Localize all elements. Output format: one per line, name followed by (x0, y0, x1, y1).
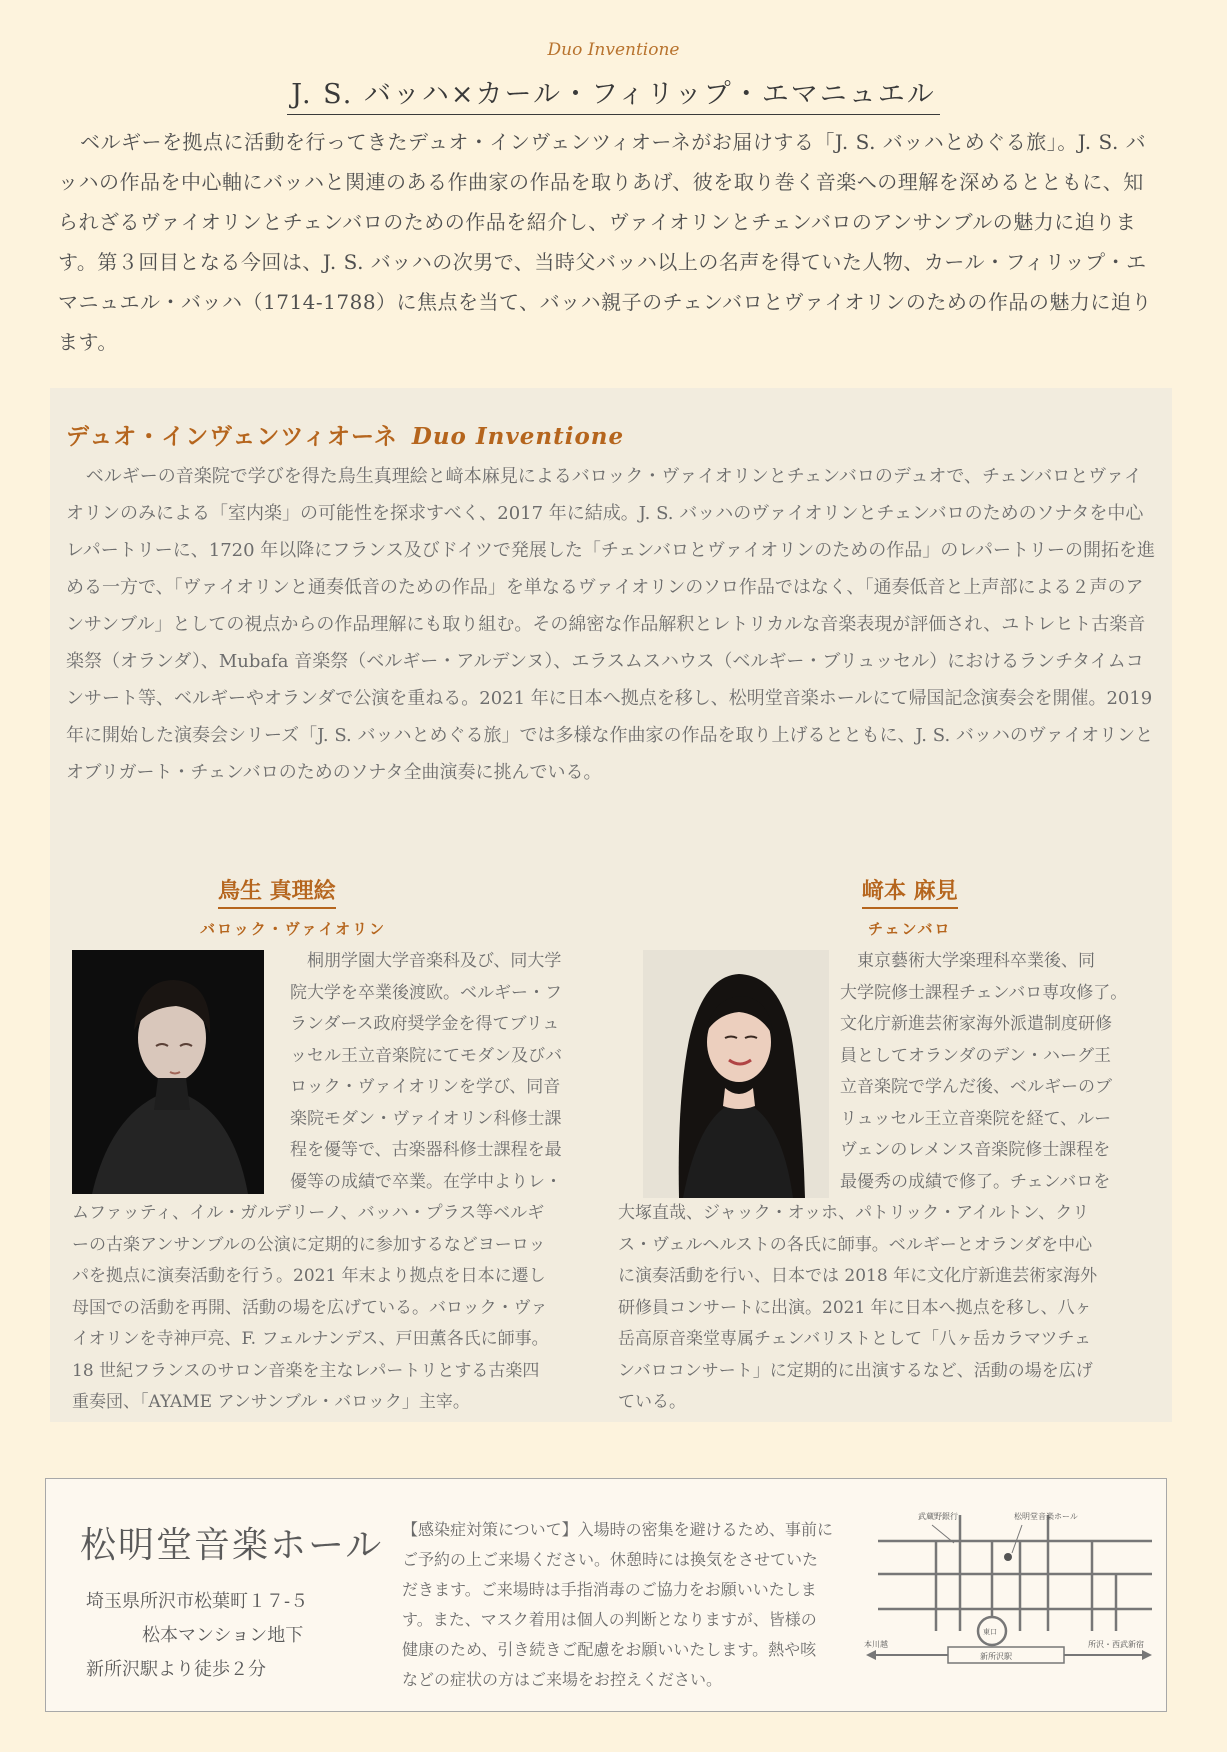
bio-line: 研修員コンサートに出演。2021 年に日本へ拠点を移し、八ヶ (618, 1297, 1092, 1318)
artist1-instrument: バロック・ヴァイオリン (200, 920, 387, 938)
notice-line: などの症状の方はご来場をお控えください。 (402, 1670, 723, 1689)
bio-line: 楽院モダン・ヴァイオリン科修士課 (290, 1108, 562, 1129)
artist2-bio (618, 946, 1158, 1419)
arrow-right-icon (1142, 1650, 1152, 1660)
bio-line: 重奏団、「AYAME アンサンブル・バロック」主宰。 (72, 1392, 470, 1412)
notice-line: ご予約の上ご来場ください。休憩時には換気をさせていた (402, 1550, 819, 1569)
bio-line: パを拠点に演奏活動を行う。2021 年末より拠点を日本に遷し (72, 1266, 546, 1286)
bio-line: 東京藝術大学楽理科卒業後、同 (840, 951, 1095, 971)
bio-line: 大塚直哉、ジャック・オッホ、パトリック・アイルトン、クリ (618, 1203, 1090, 1223)
bio-line: 優等の成績で卒業。在学中よりレ・ (290, 1171, 562, 1192)
venue-address-line: 埼玉県所沢市松葉町１７-５ (86, 1591, 309, 1612)
venue-name: 松明堂音楽ホール (80, 1525, 384, 1566)
profile-panel (50, 388, 1172, 1422)
bio-line: ーの古楽アンサンブルの公演に定期的に参加するなどヨーロッ (72, 1234, 546, 1255)
bio-line: 桐朋学園大学音楽科及び、同大学 (290, 951, 562, 971)
venue-box (45, 1478, 1167, 1712)
bio-line: イオリンを寺神戸亮、F. フェルナンデス、戸田薫各氏に師事。 (72, 1329, 549, 1349)
bio-line: ムファッティ、イル・ガルデリーノ、バッハ・プラス等ベルギ (72, 1203, 545, 1223)
artist2-instrument: チェンバロ (868, 920, 952, 938)
bio-line: ンバロコンサート」に定期的に出演するなど、活動の場を広げ (618, 1360, 1093, 1381)
map-label-station: 新所沢駅 (980, 1652, 1012, 1661)
bio-line: ッセル王立音楽院にてモダン及びバ (290, 1045, 563, 1066)
intro-paragraph: ベルギーを拠点に活動を行ってきたデュオ・インヴェンツィオーネがお届けする「J. S. バッハとめぐる旅」。J. S. バッハの作品を中心軸にバッハと関連のある作曲家の作品を取りあげ、彼を取り巻く音楽への理解を深めるとともに、知られざるヴァイオリンとチェンバロのための作品を紹介し、ヴァイオリンとチェンバロのアンサンブルの魅力に迫ります。第３回目となる今回は、J. S. バッハの次男で、当時父バッハ以上の名声を得ていた人物、カール・フィリップ・エマニュエル・バッハ（1714-1788）に焦点を当て、バッハ親子のチェンバロとヴァイオリンのための作品の魅力に迫ります。 (58, 130, 1152, 354)
bio-line: 岳高原音楽堂専属チェンバリストとして「八ヶ岳カラマツチェ (618, 1329, 1091, 1349)
map-label-right-direction: 所沢・西武新宿 (1088, 1640, 1144, 1649)
artist1-name: 鳥生 真理絵 (218, 874, 336, 909)
access-map (864, 1501, 1154, 1691)
duo-bio: ベルギーの音楽院で学びを得た鳥生真理絵と﨑本麻見によるバロック・ヴァイオリンとチェンバロのデュオで、チェンバロとヴァイオリンのみによる「室内楽」の可能性を探求すべく、2017 年に結成。J. S. バッハのヴァイオリンとチェンバロのためのソナタを中心レパートリーに、1720 年以降にフランス及びドイツで発展した「チェンバロとヴァイオリンのための作品」のレパートリーの開拓を進める一方で、「ヴァイオリンと通奏低音のための作品」を単なるヴァイオリンのソロ作品ではなく、「通奏低音と上声部による２声のアンサンブル」としての視点からの作品理解にも取り組む。その綿密な作品解釈とレトリカルな音楽表現が評価され、ユトレヒト古楽音楽祭（オランダ）、Mubafa 音楽祭（ベルギー・アルデンヌ）、エラスムスハウス（ベルギー・ブリュッセル）におけるランチタイムコンサート等、ベルギーやオランダで公演を重ねる。2021 年に日本へ拠点を移し、松明堂音楽ホールにて帰国記念演奏会を開催。2019 年に開始した演奏会シリーズ「J. S. バッハとめぐる旅」では多様な作曲家の作品を取り上げるとともに、J. S. バッハのヴァイオリンとオブリガート・チェンバロのためのソナタ全曲演奏に挑んでいる。 (66, 466, 1156, 783)
notice-line: す。また、マスク着用は個人の判断となりますが、皆様の (402, 1610, 817, 1629)
bio-line: ロック・ヴァイオリンを学び、同音 (290, 1077, 561, 1097)
bio-line: に演奏活動を行い、日本では 2018 年に文化庁新進芸術家海外 (618, 1266, 1098, 1286)
duo-name-ja: デュオ・インヴェンツィオーネ (66, 423, 398, 450)
bio-line: 大学院修士課程チェンバロ専攻修了。 (840, 982, 1128, 1003)
artist1-bio (72, 946, 572, 1419)
bio-line: 最優秀の成績で修了。チェンバロを (840, 1171, 1111, 1192)
venue-address-line: 松本マンション地下 (142, 1625, 304, 1646)
infection-notice (402, 1515, 862, 1695)
bio-line: ヴェンのレメンス音楽院修士課程を (840, 1140, 1111, 1160)
bio-line: ている。 (618, 1392, 686, 1412)
bio-line: 18 世紀フランスのサロン音楽を主なレパートリとする古楽四 (72, 1360, 540, 1381)
duo-name-en: Duo Inventione (411, 423, 625, 450)
bio-line: 文化庁新進芸術家海外派遣制度研修 (840, 1014, 1112, 1034)
duo-heading (66, 418, 624, 451)
venue-access: 新所沢駅より徒歩２分 (86, 1659, 266, 1680)
arrow-left-icon (866, 1650, 876, 1660)
notice-line: だきます。ご来場時は手指消毒のご協力をお願いいたしま (402, 1580, 817, 1599)
map-label-left-direction: 本川越 (864, 1640, 888, 1649)
bio-line: 立音楽院で学んだ後、ベルギーのブ (840, 1077, 1112, 1097)
brand-logo: Duo Inventione (547, 40, 680, 60)
bio-line: リュッセル王立音楽院を経て、ルー (840, 1108, 1112, 1129)
page-title-text: J. S. バッハ×カール・フィリップ・エマニュエル (287, 79, 939, 115)
artist2-name: 﨑本 麻見 (862, 874, 958, 909)
notice-line: 健康のため、引き続きご配慮をお願いいたします。熱や咳 (402, 1640, 817, 1659)
notice-line: 【感染症対策について】入場時の密集を避けるため、事前に (402, 1520, 834, 1539)
bio-line: ランダース政府奨学金を得てブリュ (290, 1014, 560, 1034)
bio-line: 員としてオランダのデン・ハーグ王 (840, 1045, 1111, 1066)
bio-line: 院大学を卒業後渡欧。ベルギー・フ (290, 982, 562, 1003)
bio-line: 母国での活動を再開、活動の場を広げている。バロック・ヴァ (72, 1297, 548, 1318)
page-title (0, 72, 1227, 111)
map-label-hall: 松明堂音楽ホール (1014, 1512, 1078, 1521)
map-label-east-exit: 東口 (983, 1628, 997, 1636)
hall-marker-icon (1004, 1553, 1012, 1561)
bio-line: 程を優等で、古楽器科修士課程を最 (290, 1140, 562, 1160)
map-label-bank: 武蔵野銀行 (918, 1512, 958, 1521)
bio-line: ス・ヴェルヘルストの各氏に師事。ベルギーとオランダを中心 (618, 1234, 1093, 1255)
venue-address (86, 1585, 308, 1687)
